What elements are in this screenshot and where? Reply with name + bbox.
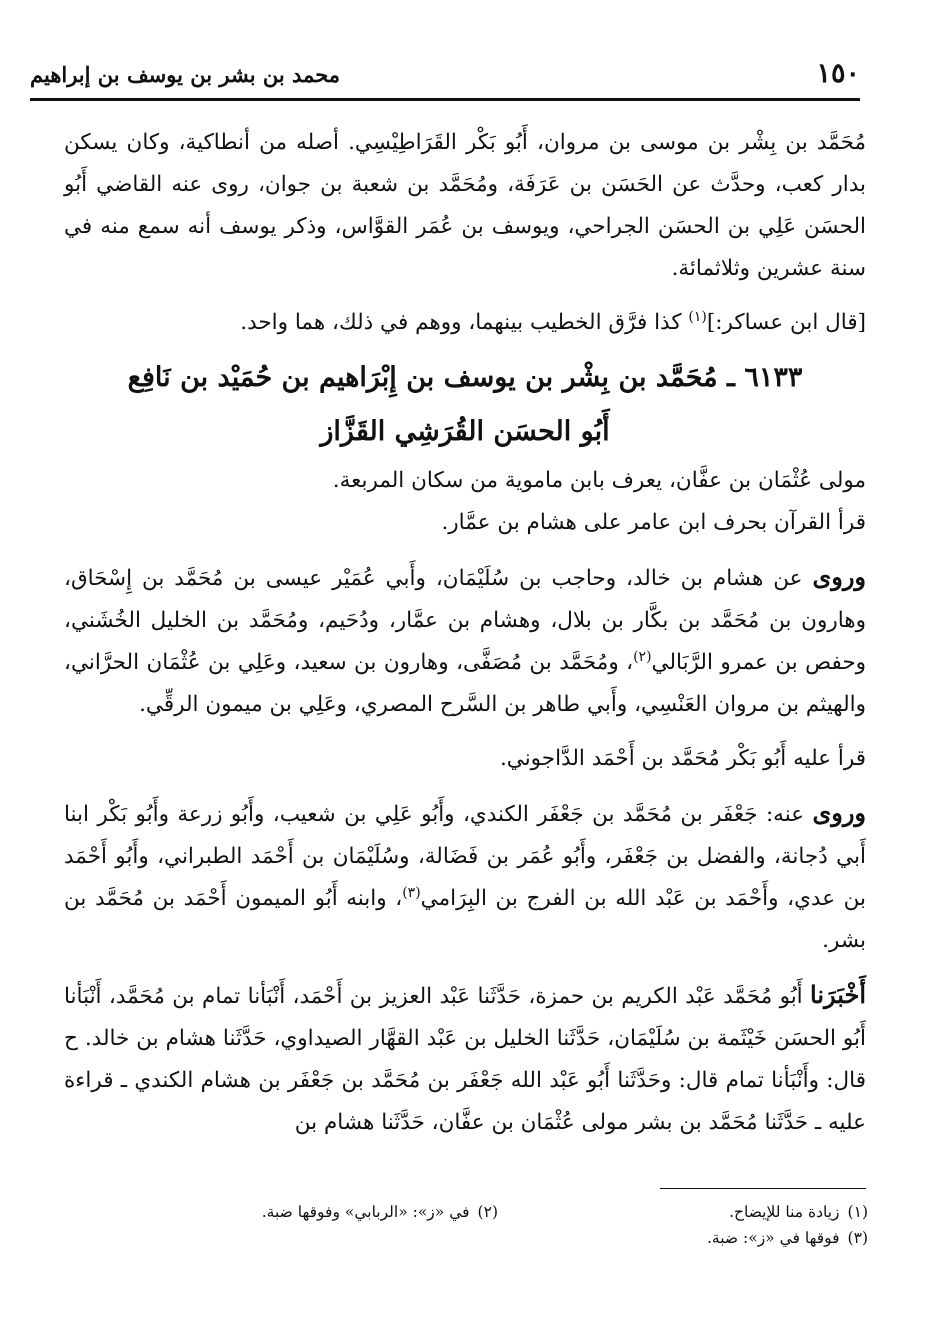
paragraph-7-text-b: ، وابنه أَبُو الميمون أَحْمَد بن مُحَمَّد بن بشر. bbox=[64, 886, 866, 953]
paragraph-5-text-a: عن هشام بن خالد، وحاجب بن سُلَيْمَان، وأَبي عُمَيْر عيسى بن مُحَمَّد بن إِسْحَاق، وهارون بن مُحَمَّد بن بكَّار بن بلال، وهشام بن عمَّار، ودُحَيم، ومُحَمَّد بن الخليل الخُشَني، وحفص بن عمرو الرَّبَالي bbox=[64, 566, 866, 675]
entry-heading-line-1: ٦١٣٣ ـ مُحَمَّد بن بِشْر بن يوسف بن إِبْرَاهيم بن حُمَيْد بن نَافِع bbox=[127, 362, 803, 393]
paragraph-8-lead: أَخْبَرَنا bbox=[810, 980, 866, 1009]
footnote-3-number: (٣) bbox=[847, 1229, 868, 1247]
main-text bbox=[64, 122, 866, 1144]
footnote-3 bbox=[707, 1222, 868, 1254]
paragraph-7 bbox=[64, 792, 866, 962]
paragraph-2 bbox=[64, 302, 866, 344]
page-number: ١٥٠ bbox=[816, 58, 860, 89]
footnote-mark-1: (١) bbox=[688, 308, 707, 325]
paragraph-5-lead: وروى bbox=[812, 562, 866, 591]
footnote-1-number: (١) bbox=[847, 1203, 868, 1221]
footnote-2 bbox=[262, 1196, 498, 1228]
paragraph-8-text: أَبُو مُحَمَّد عَبْد الكريم بن حمزة، حَدَّثَنا عَبْد العزيز بن أَحْمَد، أَنْبَأنا تمام بن مُحَمَّد، أَنْبَأنا أَبُو الحسَن خَيْثَمة بن سُلَيْمَان، حَدَّثَنا الخليل بن عَبْد القهَّار الصيداوي، حَدَّثَنا هشام بن خالد. ح قال: وأَنْبَأنا تمام قال: وحَدَّثَنا أَبُو عَبْد الله جَعْفَر بن مُحَمَّد بن جَعْفَر بن هشام الكندي ـ قراءة عليه ـ حَدَّثَنا مُحَمَّد بن بشر مولى عُثْمَان بن عفَّان، حَدَّثَنا هشام بن bbox=[64, 984, 866, 1135]
editor-insert: [قال ابن عساكر:] bbox=[706, 310, 866, 335]
paragraph-7-text-a: عنه: جَعْفَر بن مُحَمَّد بن جَعْفَر الكندي، وأَبُو عَلِي بن شعيب، وأَبُو زرعة وأَبُو بَكْر ابنا أَبي دُجانة، والفضل بن جَعْفَر، وأَبُو عُمَر بن فَضَالة، وسُلَيْمَان بن أَحْمَد الطبراني، وأَبُو أَحْمَد بن عدي، وأَحْمَد بن عَبْد الله بن الفرج بن البِرَامي bbox=[64, 802, 866, 911]
footnote-rule bbox=[660, 1188, 866, 1189]
paragraph-7-lead: وروى bbox=[812, 798, 866, 827]
paragraph-5-text-b: ، ومُحَمَّد بن مُصَفَّى، وهارون بن سعيد، وعَلِي بن عُثْمَان الحرَّاني، والهيثم بن مروان العَنْسِي، وأَبي طاهر بن السَّرح المصري، وعَلِي بن ميمون الرقِّي. bbox=[64, 650, 866, 717]
paragraph-5 bbox=[64, 556, 866, 726]
entry-heading-line-2: أَبُو الحسَن القُرَشِي القَزَّاز bbox=[320, 416, 610, 447]
paragraph-3: مولى عُثْمَان بن عفَّان، يعرف بابن ماموية من سكان المربعة. bbox=[332, 468, 866, 493]
footnote-1-text: زيادة منا للإيضاح. bbox=[729, 1203, 840, 1221]
footnote-2-text: في «ز»: «الربابي» وفوقها ضبة. bbox=[261, 1203, 470, 1221]
footnote-2-number: (٢) bbox=[477, 1203, 498, 1221]
footnote-3-text: فوقها في «ز»: ضبة. bbox=[706, 1229, 840, 1247]
paragraph-8 bbox=[64, 974, 866, 1144]
header-rule bbox=[30, 98, 860, 101]
paragraph-4: قرأ القرآن بحرف ابن عامر على هشام بن عمَّار. bbox=[441, 510, 866, 535]
page-header bbox=[30, 58, 860, 98]
paragraph-6: قرأ عليه أَبُو بَكْر مُحَمَّد بن أَحْمَد الدَّاجوني. bbox=[499, 746, 866, 771]
paragraph-1: مُحَمَّد بن بِشْر بن موسى بن مروان، أَبُو بَكْر القَرَاطِيْسِي. أصله من أنطاكية، وكان يسكن بدار كعب، وحدَّث عن الحَسَن بن عَرَفَة، ومُحَمَّد بن شعبة بن جوان، روى عنه القاضي أَبُو الحسَن عَلِي بن الحسَن الجراحي، ويوسف بن عُمَر القوَّاس، وذكر يوسف أنه سمع منه في سنة عشرين وثلاثمائة. bbox=[64, 130, 866, 281]
footnote-mark-2: (٢) bbox=[633, 648, 652, 665]
footnote-mark-3: (٣) bbox=[402, 884, 421, 901]
paragraph-2-text: كذا فرَّق الخطيب بينهما، ووهم في ذلك، هما واحد. bbox=[240, 310, 689, 335]
running-title: محمد بن بشر بن يوسف بن إبراهيم bbox=[30, 62, 341, 87]
